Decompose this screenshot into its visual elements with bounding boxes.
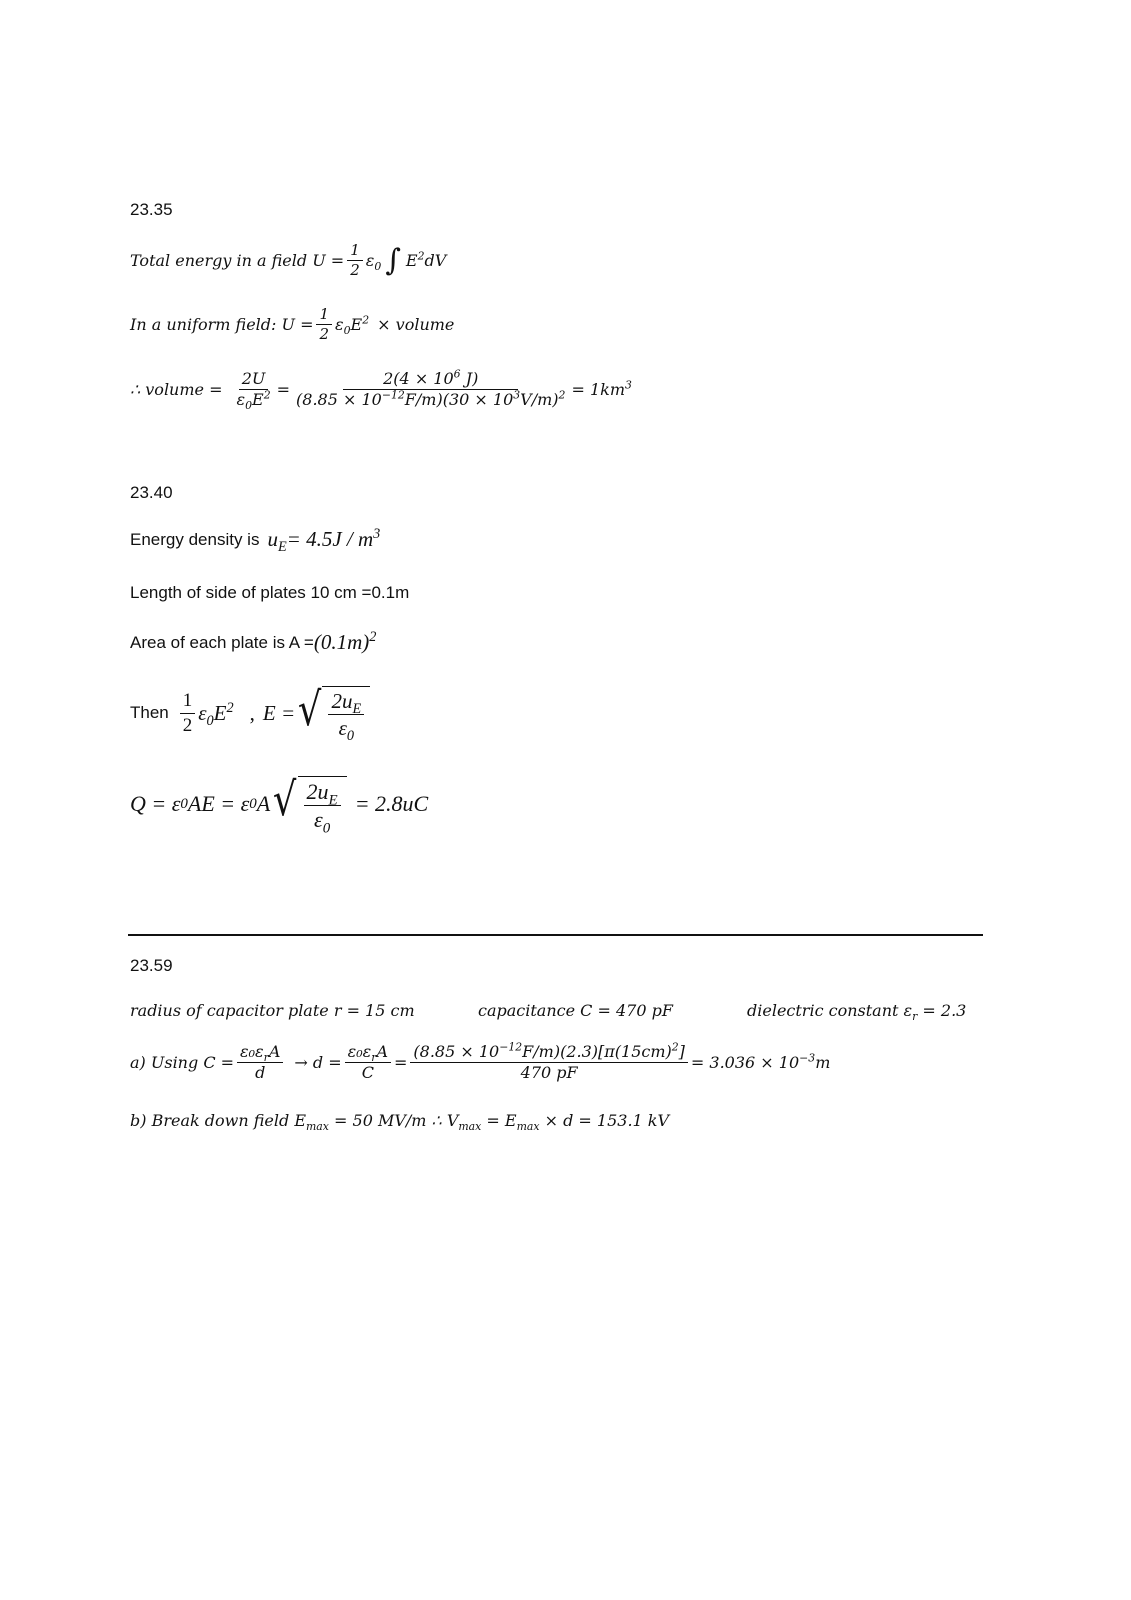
charge-line: Q = ε 0 AE = ε 0 A √ $\frac{2u_E}{\varepsilon_0}$ = 2.8uC: [130, 772, 429, 837]
integral-sign: ∫: [385, 242, 401, 278]
given-dielectric: dielectric constant $\varepsilon_r = 2.3$: [747, 1001, 967, 1024]
part-a: a) Using C = $\frac{\varepsilon_0\varepsilon_rA}{d}$ → d = $\frac{\varepsilon_0\varepsilon_rA}{C}$ = $\frac{(8.85 \times 10^{-12}F/m)(2.3)[\pi(15cm)^2]}{470 pF}$ = $3.036 \times 10^{-3}m$: [130, 1040, 831, 1083]
volume-result: = $1km^3$: [571, 379, 632, 400]
problem-number-23-35: 23.35: [130, 200, 173, 219]
area-line: Area of each plate is A = $(0.1m)^2$: [130, 629, 377, 654]
eq-total-energy-lead: Total energy in a field U =: [130, 251, 345, 271]
radical-icon: √: [273, 772, 297, 826]
eq-volume: ∴ volume = $\frac{2U}{\varepsilon_0E^2}$ = $\frac{2(4 \times 10^6 J)}{(8.85 \times 10^{-12}F/m)(30 \times 10^3V/m)^2}$ = $1km^3$: [130, 367, 632, 413]
given-capacitance: capacitance C = 470 pF: [478, 1001, 673, 1020]
e-squared: $E^2$: [405, 249, 425, 271]
times-volume: × volume: [377, 315, 455, 335]
problem-number-23-40: 23.40: [130, 483, 173, 502]
eq-uniform-field-lead: In a uniform field: U =: [130, 315, 314, 335]
eq-volume-lead: ∴ volume =: [130, 380, 223, 400]
sqrt-charge: √ $\frac{2u_E}{\varepsilon_0}$: [270, 776, 346, 833]
sqrt-e-field: √ $\frac{2u_E}{\varepsilon_0}$: [295, 686, 370, 740]
eq-total-energy: [130, 242, 446, 280]
section-divider: [128, 934, 983, 936]
dv: dV: [424, 251, 447, 271]
radical-icon: √: [298, 682, 322, 736]
fraction-2u: $\frac{2U}{\varepsilon_0E^2}$: [236, 369, 271, 413]
problem-number-23-59: 23.59: [130, 956, 173, 975]
length-line: Length of side of plates 10 cm =0.1m: [130, 583, 410, 602]
eq-uniform-field: In a uniform field: U = $\frac{1}{2}$ $\varepsilon_0$ $E^2$ × volume: [130, 305, 455, 344]
fraction-volume-values: $\frac{2(4 \times 10^6 J)}{(8.85 \times 10^{-12}F/m)(30 \times 10^3V/m)^2}$: [296, 367, 566, 410]
given-radius: radius of capacitor plate r = 15 cm: [130, 1001, 415, 1020]
half-fraction: $\frac{1}{2}$: [347, 242, 363, 280]
half-fraction: $\frac{1}{2}$: [316, 306, 332, 344]
epsilon-0: $\varepsilon_0$: [365, 251, 382, 274]
part-b: b) Break down field $E_{max} = 50$ MV/m ∴ $V_{max} = E_{max} \times d = 153.1$ kV: [130, 1111, 670, 1134]
energy-density-line: Energy density is $u_E$ = $4.5J / m^3$: [130, 526, 381, 556]
half-fraction: $\frac{1}{2}$: [180, 690, 196, 737]
then-line: Then $\frac{1}{2}$ $\varepsilon_0E^2$ , E = √ $\frac{2u_E}{\varepsilon_0}$: [130, 686, 370, 740]
